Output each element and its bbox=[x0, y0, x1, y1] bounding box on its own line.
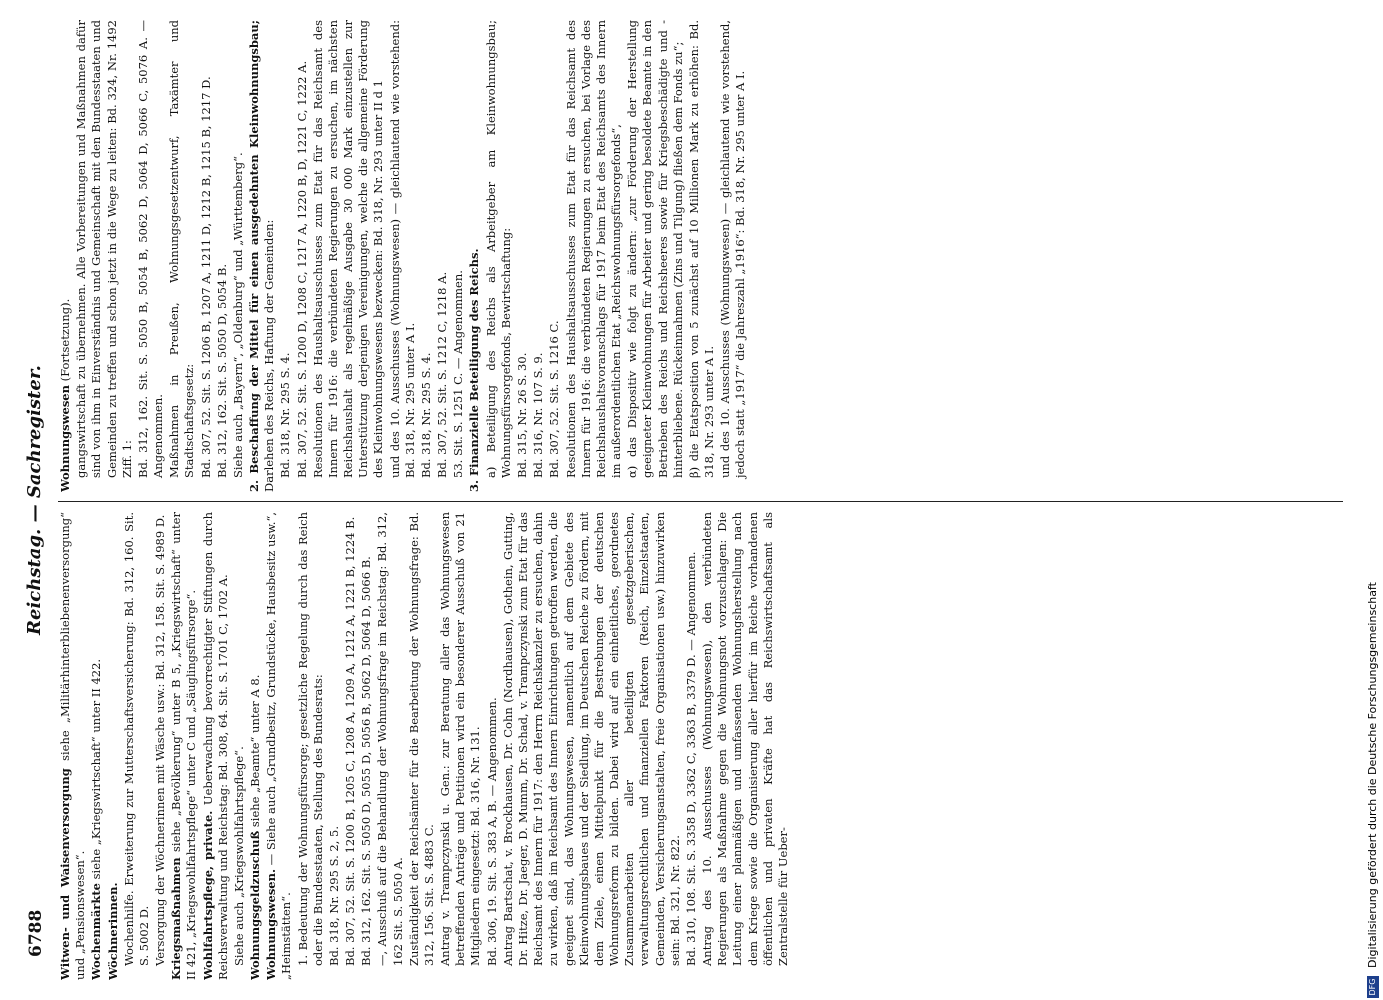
entry-text: und des 10. Ausschusses (Wohnungswesen) — gleichlautend wie vorstehend, jedoch statt „1917“ die Jahreszahl „1916“: Bd. 318, Nr. 295 unter A I. bbox=[718, 20, 748, 478]
entry-heading: Wohlfahrtspflege, private. bbox=[200, 810, 215, 980]
entry-text: Antrag Bartschat, v. Brockhausen, Dr. Cohn (Nordhausen), Gothein, Gutting, Dr. Hitze, Dr. Jaeger, D. Mumm, Dr. Schad, v. Trampczynski zum Etat für das Reichsamt des Innern für 1917: den Herrn Reichskanzler zu ersuchen, dahin zu wirken, daß im Reichsamt des Innern Einrichtungen getroffen werden, die geeignet sind, das Wohnungswesen, namentlich auf dem Gebiete des Kleinwohnungsbaues und der Siedlung, im Deutschen Reiche zu fördern, mit dem Ziele, einen Mittelpunkt für die Bestrebungen der deutschen Wohnungsreform zu bilden. Dabei wird auf ein einheitliches, geordnetes Zusammenarbeiten aller beteiligten gesetzgeberischen, verwaltungsrechtlichen und finanziellen Faktoren (Reich, Einzelstaaten, Gemeinden, Versicherungsanstalten, freie Organisationen usw.) hinzuwirken sein: Bd. 321, Nr. 822. bbox=[500, 512, 682, 966]
entry-text: Bd. 312, 162. Sit. S. 5050 D, 5055 D, 5056 B, 5062 D, 5064 D, 5066 B. bbox=[359, 556, 374, 966]
entry-text: Bd. 307, 52. Sit. S. 1200 B, 1205 C, 1208 A, 1209 A, 1212 A, 1221 B, 1224 B. bbox=[343, 516, 358, 966]
register-entry bbox=[531, 20, 546, 492]
register-entry bbox=[58, 20, 73, 492]
page-header bbox=[20, 35, 52, 965]
register-entry bbox=[58, 512, 88, 980]
text-columns bbox=[58, 20, 1343, 980]
register-entry bbox=[700, 512, 791, 980]
entry-text: a) Beteiligung des Reichs als Arbeitgeber am Kleinwohnungsbau; Wohnungsfürsorgefonds, Bewirtschaftung: bbox=[483, 20, 513, 478]
register-entry bbox=[278, 20, 293, 492]
entry-heading: Wöchnerinnen. bbox=[105, 882, 120, 980]
entry-text: Bd. 310, 108. Sit. S. 3358 D, 3362 C, 3363 B, 3379 D. — Angenommen. bbox=[683, 551, 698, 966]
entry-text: siehe „Beamte“ unter A 8. bbox=[248, 674, 263, 831]
entry-text: siehe „Bevölkerung“ unter B 5, „Kriegswirtschaft“ unter II 421, „Kriegswohlfahrtspflege“ unter C und „Säuglingsfürsorge“. bbox=[169, 512, 199, 980]
entry-text: Ueberwachung bevorrechtigter Stiftungen durch Reichsverwaltung und Reichstag: Bd. 308, 64. Sit. S. 1701 C, 1702 A. bbox=[200, 512, 230, 980]
entry-text: Bd. 307, 52. Sit. S. 1216 C. bbox=[547, 320, 562, 478]
entry-text: Bd. 318, Nr. 295 S. 2, 5. bbox=[326, 826, 341, 966]
entry-text: Antrag v. Trampczynski u. Gen.: zur Beratung aller das Wohnungswesen betreffenden Anträge und Petitionen wird ein besonderer Ausschuß von 21 Mitgliedern eingesetzt: Bd. 316, Nr. 131. bbox=[438, 512, 483, 966]
entry-text: —, Ausschuß auf die Behandlung der Wohnungsfrage im Reichstag: Bd. 312, 162 Sit. S. 5050 A. bbox=[375, 512, 405, 966]
entry-text: Bd. 307, 52. Sit. S. 1206 B, 1207 A, 1211 D, 1212 B, 1215 B, 1217 D. bbox=[198, 76, 213, 478]
entry-text: Antrag des 10. Ausschusses (Wohnungswesen), den verbündeten Regierungen als Maßnahme gegen die Wohnungsnot vorzuschlagen: Die Leitung einer planmäßigen und umfassenden Wohnungsherstellung nach dem Kriege sowie die Organisierung aller hierfür im Reiche vorhandenen öffentlichen und privaten Kräfte hat das Reichswirtschaftsamt als Zentralstelle für Ueber- bbox=[700, 512, 790, 966]
register-entry bbox=[201, 512, 231, 980]
register-entry bbox=[136, 20, 166, 492]
entry-heading: Witwen- und Waisenversorgung bbox=[58, 768, 72, 980]
page-number: 6788 bbox=[26, 909, 46, 957]
register-entry bbox=[467, 20, 482, 492]
register-entry bbox=[501, 512, 683, 980]
register-entry bbox=[359, 512, 374, 980]
entry-text: Darlehen des Reichs, Haftung der Gemeinden: bbox=[262, 219, 277, 492]
entry-text: α) das Dispositiv wie folgt zu ändern: „zur Förderung der Herstellung geeigneter Kleinwohnungen für Arbeiter und gering besoldete Beamte in den Betrieben des Reichs und Reichsheeres sowie für Kriegsbeschädigte und -hinterbliebene. Rückeinnahmen (Zins und Tilgung) fließen dem Fonds zu“; bbox=[625, 20, 685, 478]
entry-heading: Wohnungswesen. bbox=[264, 869, 279, 980]
entry-text: Zuständigkeit der Reichsämter für die Bearbeitung der Wohnungsfrage: Bd. 312, 156. Sit. S. 4883 C. bbox=[406, 512, 436, 966]
entry-text: Bd. 307, 52. Sit. S. 1200 D, 1208 C, 1217 A, 1220 B, D, 1221 C, 1222 A. bbox=[294, 60, 309, 478]
column-divider bbox=[58, 501, 1343, 502]
entry-text: Resolutionen des Haushaltsausschusses zum Etat für das Reichsamt des Innern für 1916: die verbündeten Regierungen zu ersuchen, im nächsten Reichshaushalt als regelmäßige Ausgabe 30 000 Mark einzustellen zur Unterstützung derjenigen Vereinigungen, welche die allgemeine Förderung des Kleinwohnungswesens bezwecken: Bd. 318, Nr. 293 unter II d 1 bbox=[310, 20, 386, 478]
register-entry bbox=[419, 20, 434, 492]
register-entry bbox=[74, 20, 135, 492]
register-entry bbox=[343, 512, 358, 980]
register-entry bbox=[106, 512, 121, 980]
register-entry bbox=[547, 20, 562, 492]
register-entry bbox=[327, 512, 342, 980]
register-entry bbox=[435, 20, 450, 492]
register-entry bbox=[215, 20, 230, 492]
register-entry bbox=[438, 512, 484, 980]
register-entry bbox=[247, 20, 277, 492]
entry-text: siehe „Kriegswirtschaft“ unter II 422. bbox=[89, 658, 104, 884]
entry-heading: Wohnungsgeldzuschuß bbox=[248, 830, 263, 980]
register-entry bbox=[169, 512, 199, 980]
register-entry bbox=[625, 20, 686, 492]
entry-text: Bd. 306, 19. Sit. S. 383 A, B. — Angenommen. bbox=[484, 697, 499, 966]
entry-text: 53. Sit. S. 1251 C. — Angenommen. bbox=[451, 270, 466, 478]
entry-text: Maßnahmen in Preußen, Wohnungsgesetzentwurf, Taxämter und Stadtschaftsgesetz: bbox=[167, 20, 197, 478]
dfg-logo-icon: DFG bbox=[1367, 976, 1379, 998]
register-entry bbox=[122, 512, 152, 980]
register-entry bbox=[515, 20, 530, 492]
register-entry bbox=[199, 20, 214, 492]
register-entry bbox=[484, 20, 514, 492]
entry-heading: Wochenmärkte bbox=[89, 883, 104, 980]
entry-text: Siehe auch „Bayern“, „Oldenburg“ und „Württemberg“. bbox=[230, 152, 245, 478]
entry-heading: 2. Beschaffung der Mittel für einen ausgedehnten Kleinwohnungsbau; bbox=[247, 20, 262, 492]
left-column bbox=[58, 512, 1343, 980]
register-entry bbox=[407, 512, 437, 980]
entry-text: Bd. 315, Nr. 26 S. 30. bbox=[514, 352, 529, 478]
entry-text: Bd. 312, 162. Sit. S. 5050 B, 5054 B, 5062 D, 5064 D, 5066 C, 5076 A. — Angenommen. bbox=[135, 20, 166, 478]
entry-text: β) die Etatsposition von 5 zunächst auf 10 Millionen Mark zu erhöhen: Bd. 318, Nr. 293 unter A I. bbox=[686, 20, 717, 478]
register-entry bbox=[564, 20, 625, 492]
entry-text: Resolutionen des Haushaltsausschusses zum Etat für das Reichsamt des Innern für 1916: die verbündeten Regierungen zu ersuchen, bei Vorlage des Reichshaushaltsvoranschlags für 1917 beim Etat des Reichsamts des Innern im außerordentlichen Etat „Reichswohnungsfürsorgefonds“, bbox=[563, 20, 624, 478]
right-column bbox=[58, 20, 1343, 492]
entry-text: gangswirtschaft zu übernehmen. Alle Vorbereitungen und Maßnahmen dafür sind von ihm in Einverständnis und Gemeinschaft mit den Bundesstaaten und Gemeinden zu treffen und schon jetzt in die Wege zu leiten: Bd. 324, Nr. 1492 Ziff. 1: bbox=[74, 20, 134, 478]
register-entry bbox=[718, 20, 748, 492]
register-entry bbox=[232, 512, 247, 980]
register-entry bbox=[388, 20, 418, 492]
register-entry bbox=[451, 20, 466, 492]
entry-text: Bd. 318, Nr. 295 S. 4. bbox=[418, 352, 433, 478]
register-entry bbox=[264, 512, 294, 980]
entry-text: Bd. 312, 162. Sit. S. 5050 D, 5054 B. bbox=[214, 264, 229, 478]
entry-heading: 3. Finanzielle Beteiligung des Reichs. bbox=[467, 248, 482, 492]
register-entry bbox=[687, 20, 717, 492]
entry-text: siehe „Militärhinterbliebenenversorgung“ und „Pensionswesen“. bbox=[58, 512, 88, 980]
register-entry bbox=[684, 512, 699, 980]
running-head: Reichstag. — Sachregister. bbox=[24, 365, 45, 635]
entry-text: Bd. 307, 52. Sit. S. 1212 C, 1218 A. bbox=[435, 271, 450, 478]
register-entry bbox=[311, 20, 387, 492]
register-entry bbox=[167, 20, 197, 492]
entry-text: — Siehe auch „Grundbesitz, Grundstücke, Hausbesitz usw.“, „Heimstätten“. bbox=[264, 512, 294, 980]
register-entry bbox=[296, 512, 326, 980]
entry-text: Bd. 318, Nr. 295 S. 4. bbox=[278, 352, 293, 478]
entry-text: und des 10. Ausschusses (Wohnungswesen) — gleichlautend wie vorstehend: Bd. 318, Nr. 295 unter A I. bbox=[387, 20, 417, 478]
entry-text: Versorgung der Wöchnerinnen mit Wäsche usw.: Bd. 312, 158. Sit. S. 4989 D. bbox=[153, 514, 168, 966]
entry-heading: Kriegsmaßnahmen bbox=[169, 857, 184, 980]
register-entry bbox=[295, 20, 310, 492]
entry-text: 1. Bedeutung der Wohnungsfürsorge; gesetzliche Regelung durch das Reich oder die Bundesstaaten, Stellung des Bundesrats: bbox=[295, 512, 325, 966]
entry-text: Siehe auch „Kriegswohlfahrtspflege“. bbox=[231, 746, 246, 966]
register-entry bbox=[375, 512, 405, 980]
register-entry bbox=[231, 20, 246, 492]
entry-heading: Wohnungswesen bbox=[58, 385, 72, 492]
entry-text: Bd. 316, Nr. 107 S. 9. bbox=[531, 352, 546, 478]
register-entry bbox=[485, 512, 500, 980]
digitization-credit bbox=[1365, 0, 1379, 998]
register-entry bbox=[153, 512, 168, 980]
register-entry bbox=[248, 512, 263, 980]
credit-text: Digitalisierung gefördert durch die Deutsche Forschungsgemeinschaft bbox=[1366, 582, 1379, 968]
register-entry bbox=[89, 512, 104, 980]
entry-text: Wochenhilfe. Erweiterung zur Mutterschaftsversicherung: Bd. 312, 160. Sit. S. 5002 D. bbox=[121, 512, 151, 966]
entry-text: (Fortsetzung). bbox=[58, 298, 72, 386]
